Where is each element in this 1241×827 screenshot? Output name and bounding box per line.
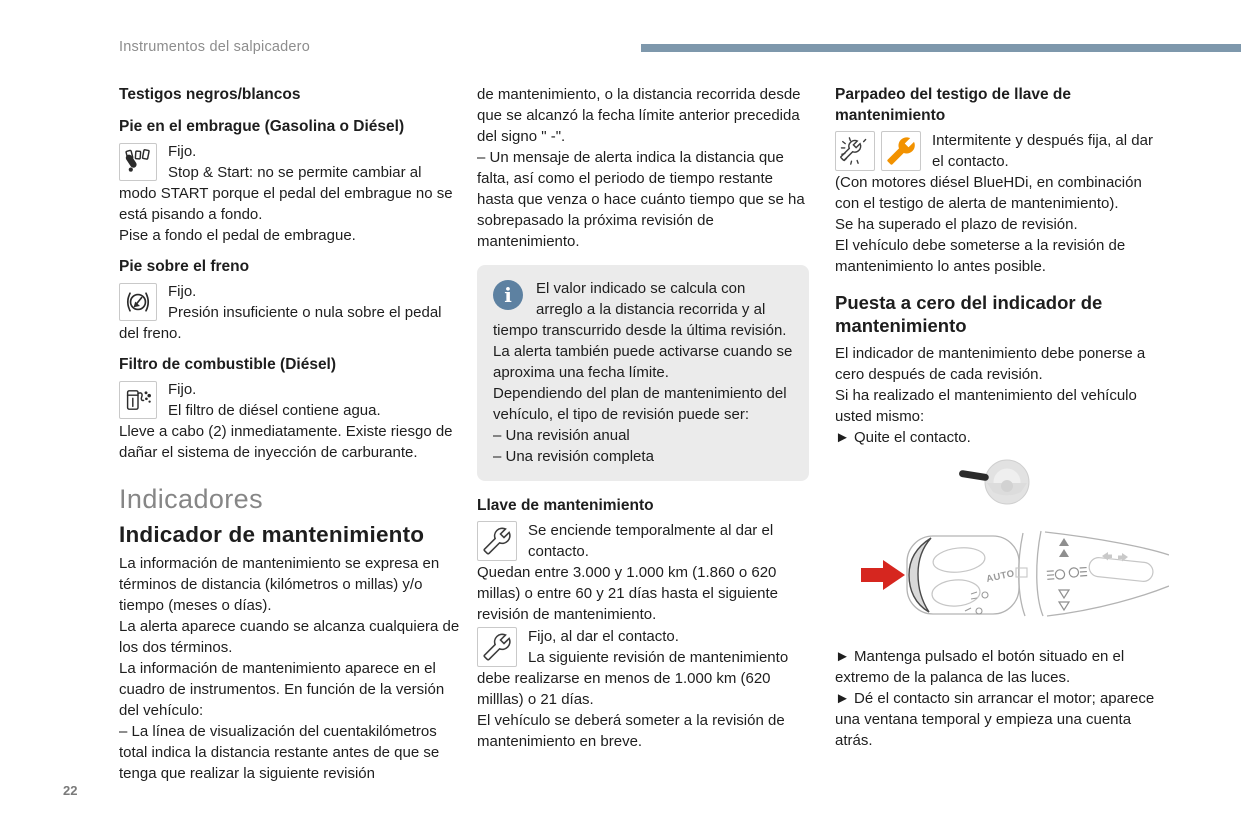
section-title: Testigos negros/blancos [119, 86, 301, 103]
fuel-filter-icon [119, 381, 157, 419]
column-1 [119, 84, 460, 784]
wrench-icon [477, 521, 517, 561]
steering-wheel-illustration [835, 456, 1165, 514]
wrench-fixed-paragraph [477, 626, 809, 710]
wrench-fixed-advice: El vehículo se deberá someter a la revisión de mantenimiento en breve. [477, 712, 785, 750]
chapter-header: Instrumentos del salpicadero [119, 39, 310, 55]
wrench-icon-pair [835, 131, 921, 171]
clutch-advice: Pise a fondo el pedal de embrague. [119, 227, 356, 244]
wrench-temporary-paragraph [477, 520, 809, 562]
brake-state: Fijo. [168, 283, 197, 300]
wrench-icon [477, 627, 517, 667]
step-bullet: ► Mantenga pulsado el botón situado en el extremo de la palanca de las luces. [835, 648, 1125, 686]
pointer-arrow [861, 560, 905, 590]
bullet-paragraph: – La línea de visualización del cuentakilómetros total indica la distancia restante antes de que se tenga que realizar la siguiente revisión [119, 723, 440, 782]
fuel-filter-state: Fijo. [168, 381, 197, 398]
wrench-remaining-text: Quedan entre 3.000 y 1.000 km (1.860 o 620 millas) o entre 60 y 21 días hasta el siguiente revisión de mantenimiento. [477, 564, 779, 623]
info-bullet: – Una revisión completa [493, 448, 654, 465]
wrench-fixed-state: Fijo, al dar el contacto. [528, 628, 679, 645]
brake-pedal-icon [119, 283, 157, 321]
fuel-filter-paragraph [119, 379, 460, 421]
paragraph: Se ha superado el plazo de revisión. [835, 216, 1078, 233]
info-callout [477, 265, 809, 481]
orange-wrench-icon [881, 131, 921, 171]
info-text: El valor indicado se calcula con arreglo a la distancia recorrida y al tiempo transcurrido desde la última revisión. [493, 280, 787, 339]
reset-indicator-title: Puesta a cero del indicador de mantenimiento [835, 292, 1103, 336]
info-text: Dependiendo del plan de mantenimiento del vehículo, el tipo de revisión puede ser: [493, 385, 787, 423]
blinking-wrench-icon [835, 131, 875, 171]
info-icon: i [493, 280, 523, 310]
brake-desc: Presión insuficiente o nula sobre el pedal del freno. [119, 304, 442, 342]
blinking-wrench-text: Intermitente y después fija, al dar el contacto. [932, 132, 1153, 170]
paragraph: La información de mantenimiento aparece en el cuadro de instrumentos. En función de la versión del vehículo: [119, 660, 445, 719]
blinking-wrench-heading: Parpadeo del testigo de llave de mantenimiento [835, 86, 1072, 124]
service-wrench-heading: Llave de mantenimiento [477, 497, 654, 514]
column-3 [835, 84, 1165, 751]
indicadores-title: Indicadores [119, 484, 263, 514]
clutch-heading: Pie en el embrague (Gasolina o Diésel) [119, 118, 405, 135]
page-number: 22 [63, 783, 78, 798]
fuel-filter-heading: Filtro de combustible (Diésel) [119, 356, 337, 373]
paragraph: (Con motores diésel BlueHDi, en combinación con el testigo de alerta de mantenimiento). [835, 174, 1142, 212]
beam-symbols [1047, 538, 1088, 610]
light-stalk-illustration [859, 516, 1165, 640]
clutch-desc: Stop & Start: no se permite cambiar al modo START porque el pedal del embrague no se está pisando a fondo. [119, 164, 453, 223]
brake-heading: Pie sobre el freno [119, 258, 250, 275]
auto-label: AUTO [985, 568, 1016, 585]
fuel-filter-advice: Lleve a cabo (2) inmediatamente. Existe riesgo de dañar el sistema de inyección de carburante. [119, 423, 453, 461]
accent-bar [641, 44, 1241, 52]
blinking-wrench-paragraph [835, 130, 1165, 172]
paragraph: El vehículo debe someterse a la revisión de mantenimiento lo antes posible. [835, 237, 1126, 275]
maintenance-indicator-title: Indicador de mantenimiento [119, 522, 425, 547]
step-bullet: ► Dé el contacto sin arrancar el motor; aparece una ventana temporal y empieza una cuenta atrás. [835, 690, 1155, 749]
column-2 [477, 84, 809, 752]
clutch-state: Fijo. [168, 143, 197, 160]
paragraph: El indicador de mantenimiento debe ponerse a cero después de cada revisión. [835, 345, 1146, 383]
paragraph: Si ha realizado el mantenimiento del vehículo usted mismo: [835, 387, 1137, 425]
bullet-paragraph: – Un mensaje de alerta indica la distancia que falta, así como el periodo de tiempo restante hasta que venza o hace cuánto tiempo que se ha sobrepasado la próxima revisión de mantenimiento. [477, 149, 805, 250]
info-text: La alerta también puede activarse cuando se aproxima una fecha límite. [493, 343, 793, 381]
paragraph: La información de mantenimiento se expresa en términos de distancia (kilómetros o millas) y/o tiempo (meses o días). [119, 555, 440, 614]
fuel-filter-desc: El filtro de diésel contiene agua. [168, 402, 381, 419]
clutch-paragraph [119, 141, 460, 225]
clutch-pedal-icon [119, 143, 157, 181]
brake-paragraph [119, 281, 460, 344]
paragraph: de mantenimiento, o la distancia recorrida desde que se alcanzó la fecha límite anterior precedida del signo " -". [477, 86, 801, 145]
wrench-temporary-text: Se enciende temporalmente al dar el contacto. [528, 522, 774, 560]
paragraph: La alerta aparece cuando se alcanza cualquiera de los dos términos. [119, 618, 460, 656]
wrench-fixed-desc: La siguiente revisión de mantenimiento debe realizarse en menos de 1.000 km (620 milllas) o 21 días. [477, 649, 789, 708]
step-bullet: ► Quite el contacto. [835, 429, 971, 446]
info-bullet: – Una revisión anual [493, 427, 630, 444]
